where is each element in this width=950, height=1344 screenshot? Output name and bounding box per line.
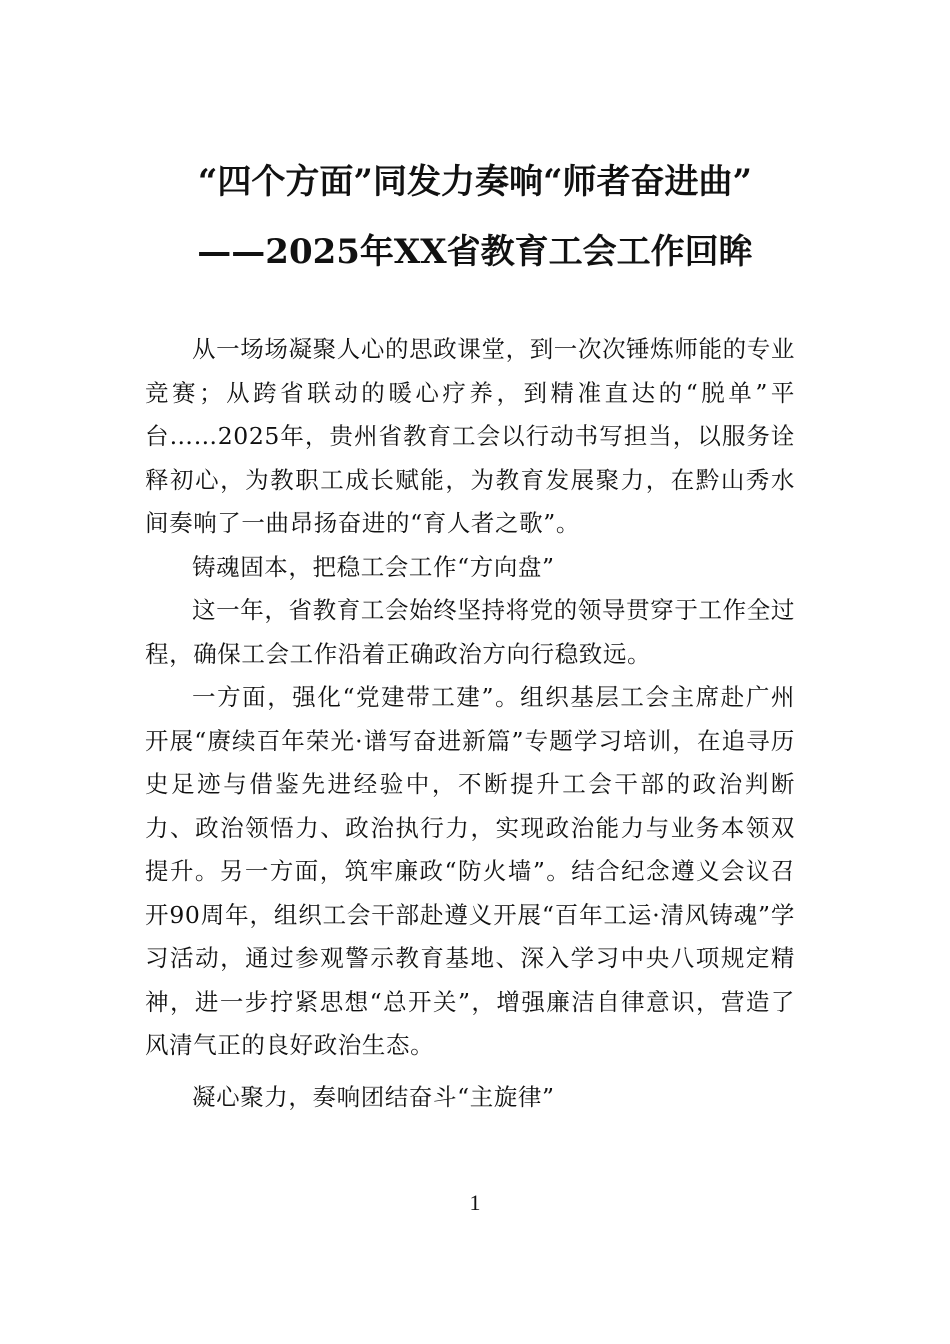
intro-paragraph: 从一场场凝聚人心的思政课堂，到一次次锤炼师能的专业竞赛；从跨省联动的暖心疗养，到精准直达的“脱单”平台……2025年，贵州省教育工会以行动书写担当，以服务诠释初心，为教职工成长赋能，为教育发展聚力，在黔山秀水间奏响了一曲昂扬奋进的“育人者之歌”。	[145, 335, 795, 537]
document-subtitle: ——2025年XX省教育工会工作回眸	[197, 232, 753, 272]
section-heading: 凝心聚力，奏响团结奋斗“主旋律”	[192, 1082, 555, 1111]
section-heading: 铸魂固本，把稳工会工作“方向盘”	[192, 552, 555, 581]
document-body	[145, 328, 795, 1119]
document-title: “四个方面”同发力奏响“师者奋进曲”	[197, 162, 753, 202]
page-number: 1	[469, 1190, 481, 1215]
paragraph-spacer	[145, 1068, 795, 1076]
body-paragraph: 一方面，强化“党建带工建”。组织基层工会主席赴广州开展“赓续百年荣光·谱写奋进新篇”专题学习培训，在追寻历史足迹与借鉴先进经验中，不断提升工会干部的政治判断力、政治领悟力、政治执行力，实现政治能力与业务本领双提升。另一方面，筑牢廉政“防火墙”。结合纪念遵义会议召开90周年，组织工会干部赴遵义开展“百年工运·清风铸魂”学习活动，通过参观警示教育基地、深入学习中央八项规定精神，进一步拧紧思想“总开关”，增强廉洁自律意识，营造了风清气正的良好政治生态。	[145, 683, 795, 1059]
body-paragraph: 这一年，省教育工会始终坚持将党的领导贯穿于工作全过程，确保工会工作沿着正确政治方向行稳致远。	[145, 596, 795, 668]
